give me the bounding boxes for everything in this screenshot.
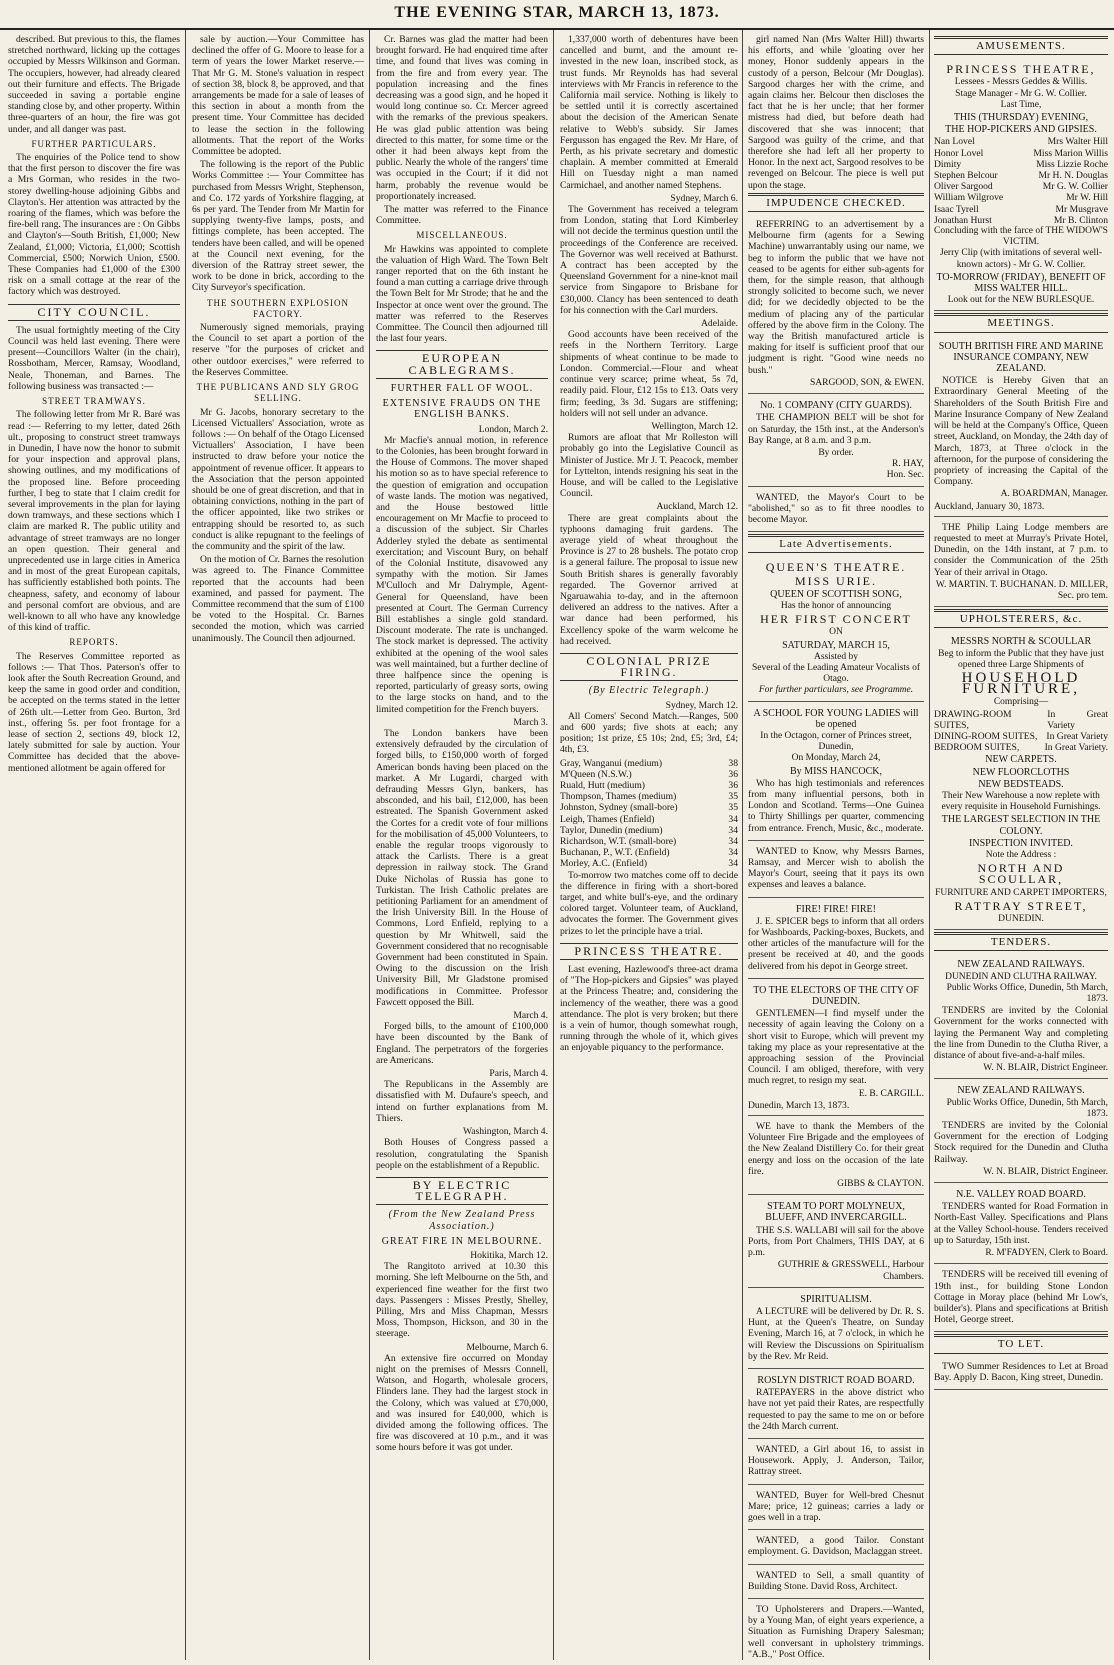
ad-signature-title: Hon. Sec.	[886, 470, 924, 481]
cast-row-left: Dimity	[934, 158, 962, 170]
score-row	[560, 791, 738, 802]
heading-upholsterers: UPHOLSTERERS, &c.	[934, 609, 1108, 628]
school-by: By MISS HANCOCK,	[790, 765, 882, 777]
cast-row	[934, 204, 1108, 215]
dateline: Melbourne, March 6.	[466, 1341, 548, 1353]
ad-text: WANTED, a Girl about 16, to assist in Housework. Apply, J. Anderson, Tailor, Rattray street.	[748, 1443, 924, 1478]
ad-text: TENDERS are invited by the Colonial Government for the erection of Lodging Stock required for the Dunedin and Clutha Railway.	[934, 1120, 1108, 1165]
score-row-left: Leigh, Thames (Enfield)	[560, 813, 655, 825]
cablegram-text: The Republicans in the Assembly are dissatisfied with M. Dufaure's speech, and intend on further explanations from M. Thiers.	[376, 1079, 548, 1124]
score-row-left: Gray, Wanganui (medium)	[560, 757, 663, 769]
ad-order: By order.	[818, 447, 854, 458]
cast-row-right: Mr Musgrave	[1055, 203, 1108, 215]
ad-signature: R. HAY,	[892, 459, 924, 470]
ad-text: THE Philip Laing Lodge members are requested to meet at Murray's Private Hotel, Dunedin, on the 14th instant, at 7 p.m. to consider the Communication of the 25th Year of their arrival in Otago.	[934, 521, 1108, 578]
fire-report-opening: described. But previous to this, the flames stretched northward, licking up the cottages occupied by Messrs Wilkinson and Gorman. The occupiers, however, had already cleared out their furniture and effects. The Brigade succeeded in saving a portable engine standing close by, and other property. Within three-quarters of an hour, the fire was got under, and all danger was past.	[8, 34, 180, 135]
column-rule	[185, 30, 186, 1660]
suite-list	[934, 709, 1108, 754]
score-row-right: 35	[728, 791, 738, 803]
suite-row-left: DRAWING-ROOM SUITES,	[934, 708, 1012, 731]
vocalists: Several of the Leading Amateur Vocalists of Otago.	[752, 662, 920, 685]
cast-row-right: Miss Lizzie Roche	[1036, 158, 1108, 170]
cast-row	[934, 159, 1108, 170]
ad-office: Public Works Office, Dunedin, 5th March, 1873.	[946, 1097, 1108, 1119]
particulars: For further particulars, see Programme.	[758, 685, 914, 696]
score-row	[560, 780, 738, 791]
ad-north-scoullar	[934, 632, 1108, 930]
ad-lodge	[934, 519, 1108, 607]
concert-title: HER FIRST CONCERT	[760, 612, 912, 627]
score-row-right: 34	[728, 858, 738, 870]
ad-text: TENDERS are invited by the Colonial Government for the works connected with laying the Permanent Way and completing the line from Dunedin to the Clutha River, a distance of about five-and-a-half miles.	[934, 1005, 1108, 1062]
heading-electric-telegraph: BY ELECTRIC TELEGRAPH.	[376, 1177, 548, 1205]
ad-signature: E. B. CARGILL.	[858, 1088, 924, 1099]
heading-european-cablegrams: EUROPEAN CABLEGRAMS.	[376, 350, 548, 378]
subheading-telegraph: (By Electric Telegraph.)	[588, 685, 710, 697]
ad-wanted-sell	[748, 1567, 924, 1599]
ad-title: QUEEN'S THEATRE.	[765, 560, 907, 575]
cast-row-left: Stephen Belcour	[934, 170, 998, 182]
dateline: Auckland, March 12.	[656, 501, 738, 513]
carpets: NEW CARPETS.	[985, 754, 1057, 766]
telegraph-text: There are great complaints about the typhoons damaging fruit gardens. The average yield of wheat throughout the Province is 27 to 28 bushels. The potato crop is a general failure. The proposal to issue new South British shares is generally favorably regarded. The Governor arrived at Ngaruawahia to-day, and in the afternoon delivered an address to the natives. After a war dance had been performed, his Excellency spoke of the warm welcome he had received.	[560, 512, 738, 647]
ad-wanted-girl	[748, 1441, 924, 1485]
announce-line: Has the honor of announcing	[780, 600, 892, 611]
score-row	[560, 858, 738, 869]
subheading-frauds: EXTENSIVE FRAUDS ON THE ENGLISH BANKS.	[382, 398, 542, 421]
ad-text: WANTED, the Mayor's Court to be "abolished," so as to fit three noodles to become Mayor.	[748, 491, 924, 525]
this-evening: THIS (THURSDAY) EVENING,	[953, 112, 1089, 124]
ad-city-guards	[748, 396, 924, 486]
telegraph-text: The Government has received a telegram from London, stating that Lord Kimberley will not decide the terminus question until the proceedings of the Conference are received. The Governor was well received at Bathurst. A contract has been accepted by the Queensland Government for a nine-knot mail service from Singapore to Brisbane for £30,000. Clancy has been sentenced to death for his connection with the Carl murders.	[560, 204, 738, 316]
cast-row-left: Honor Lovel	[934, 147, 984, 159]
stage-manager: Stage Manager - Mr G. W. Collier.	[955, 88, 1087, 99]
ad-title: N.E. VALLEY ROAD BOARD.	[956, 1189, 1086, 1201]
theatre-review-cont: girl named Nan (Mrs Walter Hill) thwarts his efforts, and while 'gloating over her money, Honor suddenly appears in the custody of a person, Belcour (Mr Douglas). Sargood charges her with the crime, and again claims her. Belcour then discloses the fact that he is her uncle; that her former mistress had died, but before death had discovered that she was innocent; that Sargood was guilty of the crime, and that therefore she had left all her property to Honor. In the next act, Sargood resolves to be revenged on Belcour. The piece is well put upon the stage.	[748, 34, 924, 191]
dateline: Washington, March 4.	[462, 1126, 548, 1138]
ad-wanted-buyer	[748, 1487, 924, 1531]
score-row-left: Taylor, Dunedin (medium)	[560, 824, 663, 836]
ad-office: Public Works Office, Dunedin, 5th March, 1873.	[946, 982, 1108, 1005]
ad-title: SPIRITUALISM.	[800, 1293, 872, 1305]
ad-text: TWO Summer Residences to Let at Broad Bay. Apply D. Bacon, King street, Dunedin.	[934, 1360, 1108, 1383]
school-date: On Monday, March 24,	[791, 753, 881, 764]
score-row-right: 35	[728, 802, 738, 814]
tramways-letter: The following letter from Mr R. Baré was read :— Referring to my letter, dated 26th ult., proposing to construct street tramways in Dunedin, I have now the honor to submit for your inspection and approval plans, showing outlines, and my modifications of the proposed line. Before proceeding further, I beg to state that I claim credit for several improvements in the plan for laying down tramways, and these sections which I claim are marked R. The public utility and advantage of street tramways are no longer an open question. Their general and unprecedented use in large cities in America and in most of the great European capitals, has sufficiently established both points. The cheapness, safety, and economy of labour and personal comfort are obvious, and are well-known to all who have any knowledge of this kind of traffic.	[8, 409, 180, 634]
ad-signature: GIBBS & CLAYTON.	[837, 1179, 924, 1190]
ad-text: THE CHAMPION BELT will be shot for on Saturday, the 15th inst., at the Anderson's Bay Range, at 8 a.m. and 3 p.m.	[748, 412, 924, 446]
ad-text: A LECTURE will be delivered by Dr. R. S. Hunt, at the Queen's Theatre, on Sunday Evening, March 16, at 7 o'clock, in which he will Review the Discussions on Spiritualism by the Rev. Mr Reid.	[748, 1305, 924, 1362]
ad-tenders-cottage	[934, 1266, 1108, 1332]
cast-row	[934, 136, 1108, 147]
ad-signature: W. MARTIN. T. BUCHANAN. D. MILLER, Sec. pro tem.	[935, 579, 1108, 601]
telegraph-text: Good accounts have been received of the reefs in the Northern Territory. Large shipments of wheat continue to be made to London. Commercial.—Flour and wheat continue very scarce; prime wheat, 5s 7d, readily paid. Flour, £12 15s to £13. Oats very firm; feeding, 3s 3d. Sugars are stiffening; holders will not sell under an advance.	[560, 329, 738, 419]
score-row-left: Buchanan, P., W.T. (Enfield)	[560, 847, 670, 859]
heading-reports: REPORTS.	[69, 637, 119, 648]
furniture-heading: HOUSEHOLD FURNITURE,	[961, 669, 1081, 698]
column-2	[192, 34, 364, 1659]
heading-meetings: MEETINGS.	[934, 313, 1108, 332]
column-rule	[369, 30, 370, 1660]
ad-wanted-know	[748, 843, 924, 898]
suite-row-right: In Great Variety	[1047, 708, 1108, 731]
cast-row-right: Mr G. W. Collier	[1042, 181, 1108, 193]
ad-text: WE have to thank the Members of the Volunteer Fire Brigade and the employees of the New Zealand Distillery Co. for their great energy and loss on the occasion of the late fire.	[748, 1121, 924, 1177]
heading-to-let: TO LET.	[934, 1334, 1108, 1353]
jerry-clip: Jerry Clip (with imitations of several well-known actors) - Mr G. W. Collier.	[940, 248, 1102, 270]
score-row	[560, 769, 738, 780]
cast-list	[934, 136, 1108, 226]
ad-railways-2	[934, 1081, 1108, 1183]
score-row-right: 34	[728, 813, 738, 825]
address-city: DUNEDIN.	[998, 914, 1044, 925]
school-place: In the Octagon, corner of Princes street, Dunedin,	[760, 730, 912, 753]
suite-row	[934, 709, 1108, 731]
explosion-text: Numerously signed memorials, praying the Council to set apart a portion of the reserve "for the purposes of cricket and other outdoor exercises," were referred to the Reserves Committee.	[192, 322, 364, 378]
ad-upholsterers	[748, 1601, 924, 1659]
dateline: Wellington, March 12.	[651, 420, 738, 432]
address-trade: FURNITURE AND CARPET IMPORTERS,	[935, 887, 1107, 898]
ad-text: RATEPAYERS in the above district who have not yet paid their Rates, are respectfully requested to pay the same to me on or before the 24th March current.	[748, 1387, 924, 1432]
ad-impudence	[748, 216, 924, 394]
heading-city-council: CITY COUNCIL.	[8, 304, 180, 321]
ad-signature: R. M'FADYEN, Clerk to Board.	[985, 1248, 1108, 1259]
ad-title: NEW ZEALAND RAILWAYS.	[957, 1085, 1085, 1097]
score-row-left: Morley, A.C. (Enfield)	[560, 858, 648, 870]
council-text-1: sale by auction.—Your Committee has declined the offer of G. Moore to lease for a term of years the lower Market reserve.—That Mr G. M. Stone's valuation in respect of section 38, block 8, be approved, and that arrangements be made for a sale of leases of this section in about a month from the present time. Your Committee has decided to lease the section in the following allotments. That the report of the Works Committee be adopted.	[192, 34, 364, 158]
column-6	[934, 34, 1108, 1659]
ad-text: NOTICE is Hereby Given that an Extraordinary General Meeting of the Shareholders of the South British Fire and Marine Insurance Company of New Zealand will be held at the Company's Office, Queen street, Auckland, on Monday, the 24th day of March, 1873, at Three o'clock in the afternoon, for the purpose of considering the propriety of increasing the Capital of the Company.	[934, 375, 1108, 488]
ad-spiritualism	[748, 1290, 924, 1369]
firing-text: All Comers' Second Match.—Ranges, 500 and 600 yards; five shots at each; any position; 1st prize, £5 10s; 2nd, £5; 3rd, £4; 4th, £3.	[560, 710, 738, 756]
ad-queens-theatre	[748, 557, 924, 701]
dateline: March 4.	[513, 1010, 548, 1022]
ad-text: TO Upholsterers and Drapers.—Wanted, by a Young Man, of eight years experience, a Situation as Furnishing Drapery Salesman; well conversant in upholstery trimmings. "A.B.," Post Office.	[748, 1603, 924, 1659]
cast-row	[934, 192, 1108, 203]
score-row	[560, 847, 738, 858]
inspection: INSPECTION INVITED.	[969, 837, 1073, 849]
dateline: Hokitika, March 12.	[470, 1249, 548, 1261]
farce: Concluding with the farce of THE WIDOW'S VICTIM.	[934, 226, 1108, 248]
ad-text: Who has high testimonials and references from many influential persons, both in London and Scotland. Terms—One Guinea to Thirty Shillings per quarter, commencing from entrance. French, Music, &c., moderate.	[748, 777, 924, 834]
tomorrow: TO-MORROW (FRIDAY), BENEFIT OF MISS WALTER HILL.	[936, 271, 1106, 295]
column-4	[560, 34, 738, 1659]
score-row	[560, 836, 738, 847]
column-rule	[929, 30, 930, 1660]
ad-title: PRINCESS THEATRE,	[946, 62, 1096, 77]
heading-miscellaneous: MISCELLANEOUS.	[416, 230, 508, 241]
play-title: THE HOP-PICKERS AND GIPSIES.	[945, 124, 1097, 136]
cablegram-text: Both Houses of Congress passed a resolution, congratulating the Spanish people on the establishment of a Republic.	[376, 1137, 548, 1171]
masthead-title: THE EVENING STAR, MARCH 13, 1873.	[394, 4, 720, 21]
ad-text: Beg to inform the Public that they have just opened three Large Shipments of	[938, 648, 1104, 670]
score-row-left: Johnston, Sydney (small-bore)	[560, 802, 678, 814]
score-row-left: Ruald, Hutt (medium)	[560, 780, 645, 791]
ad-text: WANTED, a good Tailor. Constant employment. G. Davidson, Maclaggan street.	[748, 1535, 924, 1558]
council-intro: The usual fortnightly meeting of the City Council was held last evening. There were present—Councillors Walter (in the chair), Rossbotham, Mercer, Ramsay, Woodland, Neale, Thoneman, and Barnes. The following business was transacted :—	[8, 324, 180, 392]
assisted-label: Assisted by	[813, 651, 859, 662]
cablegram-text: The London bankers have been extensively defrauded by the circulation of forged bills, to £150,000 worth of forged American bonds having been placed on the market. A Mr Lugardi, charged with defrauding Messrs Glyn, bankers, has absconded, and his bail, £12,000, has been estreated. The Spanish Government asked the Cortes for a credit vote of four millions for the mobilisation of 45,000 Volunteers, to enable the regular troops vigorously to attack the Carlists. There is a great depression in railway stock. The Grand Duke Nicholas of Russia has gone to Turkistan. The Irish Catholic prelates are petitioning Parliament for an amendment of the Irish University Bill. In the House of Commons, Lord Enfield, replying to a question by Mr Whitwell, said the Government considered that no recognisable Government had been constituted in Spain. Owing to the discussion on the Irish University Bill, Mr Gladstone promised modifications in Committee. Professor Fawcett opposed the Bill.	[376, 727, 548, 1008]
firing-text-2: To-morrow two matches come off to decide the difference in firing with a short-bored target, and white bull's-eye, and the ordinary colored target. Volunteer team, of Auckland, advocates the former. The Government gives prizes to let the principle have a trial.	[560, 869, 738, 937]
score-row-left: Richardson, W.T. (small-bore)	[560, 836, 677, 848]
score-row-right: 36	[728, 768, 738, 780]
telegraph-text: Rumors are afloat that Mr Rolleston will probably go into the Legislative Council as Minister of Justice. Mr J. T. Peacock, member for Lyttelton, intends resigning his seat in the House, and will be called to the Legislative Council.	[560, 432, 738, 500]
suite-row	[934, 731, 1108, 742]
score-row-left: Thompson, Thames (medium)	[560, 791, 677, 803]
heading-princess-theatre: PRINCESS THEATRE.	[560, 943, 738, 960]
cast-row	[934, 215, 1108, 226]
column-rule	[553, 30, 554, 1660]
ad-title: A SCHOOL FOR YOUNG LADIES will be opened	[753, 707, 919, 730]
ad-roslyn	[748, 1371, 924, 1439]
ad-steam	[748, 1197, 924, 1287]
last-time: Last Time,	[1000, 99, 1042, 110]
suite-row-left: BEDROOM SUITES,	[934, 742, 1020, 754]
cast-row-left: Oliver Sargood	[934, 181, 993, 193]
ad-title: FIRE! FIRE! FIRE!	[796, 903, 876, 915]
subheading-press-association: (From the New Zealand Press Association.)	[388, 1209, 536, 1232]
performer-title: QUEEN OF SCOTTISH SONG,	[770, 588, 902, 600]
ad-title: SOUTH BRITISH FIRE AND MARINE INSURANCE COMPANY, NEW ZEALAND.	[938, 340, 1104, 375]
ad-signature: A. BOARDMAN, Manager.	[1000, 489, 1108, 500]
council-text-3: On the motion of Cr. Barnes the resolution was agreed to. The Finance Committee reported that the accounts had been examined, and passed for payment. The Committee recommend that the sum of £100 be voted to the Hospital. Cr. Barnes seconded the motion, which was carried unanimously. The Council then adjourned.	[192, 554, 364, 644]
ad-signature: GUTHRIE & GRESSWELL, Harbour Chambers.	[777, 1260, 924, 1282]
council-text-5: The matter was referred to the Finance Committee.	[376, 204, 548, 227]
reports-text: The Reserves Committee reported as follows :— That Thos. Paterson's offer to look after the South Recreation Ground, and keep the same in good order and condition, be accepted on the terms stated in the letter of 26th ult.—Letter from Geo. Burton, 3rd inst., offering 5s. per foot frontage for a lease of section 2, sections 49, block 12, lately submitted for sale by auction. Your Committee has decided that the above-mentioned allotment be again offered for	[8, 650, 180, 774]
ad-volunteer-thanks	[748, 1118, 924, 1195]
column-3	[376, 34, 548, 1659]
heading-street-tramways: STREET TRAMWAYS.	[42, 396, 146, 407]
cast-row-left: Jonathan Hurst	[934, 214, 992, 226]
comprising: Comprising—	[993, 697, 1049, 708]
ad-text: WANTED to Sell, a small quantity of Building Stone. David Ross, Architect.	[748, 1569, 924, 1592]
ad-wanted-tailor	[748, 1532, 924, 1564]
address-name: NORTH AND SCOULLAR,	[977, 861, 1065, 887]
ad-title: MESSRS NORTH & SCOULLAR	[950, 636, 1092, 648]
dateline: Adelaide.	[700, 318, 738, 330]
ad-to-let	[934, 1358, 1108, 1390]
score-row-right: 38	[728, 757, 738, 769]
subheading-wool: FURTHER FALL OF WOOL.	[390, 382, 534, 394]
ad-subtitle: DUNEDIN AND CLUTHA RAILWAY.	[945, 971, 1097, 982]
cast-row-right: Mrs Walter Hill	[1047, 136, 1108, 148]
address-street: RATTRAY STREET,	[954, 898, 1088, 913]
score-row	[560, 802, 738, 813]
heading-tenders: TENDERS.	[934, 932, 1108, 951]
heading-publicans: THE PUBLICANS AND SLY GROG SELLING.	[196, 382, 360, 404]
column-5	[748, 34, 924, 1659]
ad-text: WANTED to Know, why Messrs Barnes, Ramsay, and Mercer wish to abolish the Mayor's Court, seeing that it pays its own expenses and leaves a balance.	[748, 845, 924, 891]
score-row-right: 36	[728, 780, 738, 791]
telegraph-text: 1,337,000 worth of debentures have been cancelled and burnt, and the amount re-invested in the new loan, inscribed stock, as trust funds. Mr Reynolds has had several interviews with Mr Francis in reference to the California mail service. Nothing is likely to be settled until it is correctly ascertained about the decision of the American Senate relative to Webb's subsidy. Sir James Fergusson has engaged the Rev. Mr Hare, of Perth, as his private secretary and domestic chaplain. A member committed at Emerald Hill on Tuesday night a man named Carmichael, and another named Stephens.	[560, 34, 738, 191]
ad-title: ROSLYN DISTRICT ROAD BOARD.	[757, 1374, 915, 1386]
largest-selection: THE LARGEST SELECTION IN THE COLONY.	[941, 814, 1101, 837]
cast-row-right: Mr B. Clinton	[1053, 214, 1108, 226]
publicans-text: Mr G. Jacobs, honorary secretary to the Licensed Victuallers' Association, wrote as follows :— On behalf of the Otago Licensed Victuallers' Association, I have been instructed to draw before your notice the appointment of revenue officer. It appears to the Association that the person appointed should be one of great discretion, and that in obtaining convictions, nothing in the part of the officer appointed, like two strikes or entrapping should be resorted to, as such conduct is alike repugnant to the feelings of the community and the spirit of the law.	[192, 406, 364, 552]
council-text-2: The following is the report of the Public Works Committee :— Your Committee has purchased from Messrs Wright, Stephenson, and Co. 172 yards of Yorkshire flagging, at 6s per yard. The Tender from Mr Martin for supplying twenty-five lamps, posts, and fittings complete, has been accepted. The tenders have been called, and will be opened at the Council next evening, for the diversion of the Rattray street sewer, the work to be done in brick, according to the City Surveyor's specification.	[192, 159, 364, 294]
ad-south-british	[934, 337, 1108, 517]
telegraph-text: An extensive fire occurred on Monday night on the premises of Messrs Connell, Watson, and Hogarth, wholesale grocers, Flinders lane. They had the largest stock in the Colony, which was valued at £70,000, and was insured for £40,000, which is divided among the following offices. The fire was discovered at 10 p.m., and it was some hours before it was got under.	[376, 1352, 548, 1454]
on-label: ON	[829, 627, 843, 638]
ad-title: No. 1 COMPANY (CITY GUARDS).	[760, 400, 912, 412]
fire-report-particulars: The enquiries of the Police tend to show that the first person to discover the fire was a Mrs Gorman, who resides in the two-storey dwelling-house adjoining Gibbs and Clayton's. Her attention was attracted by the roaring of the flames, which was before the fire-bell rang. The insurances are : On Gibbs and Clayton's—South British, £1,000; New Zealand, £1,000; Victoria, £1,000; Scottish Commercial, £500; Norwich Union, £500. These Companies had £1,000 of the £300 risk on a small cottage at the rear of the factory which was destroyed.	[8, 152, 180, 298]
column-1	[8, 34, 180, 1659]
ad-date: Dunedin, March 13, 1873.	[748, 1099, 850, 1111]
dateline: Sydney, March 12.	[665, 699, 738, 711]
dateline: March 3.	[513, 716, 548, 728]
ad-signature: W. N. BLAIR, District Engineer.	[983, 1166, 1108, 1177]
ad-signature: W. N. BLAIR, District Engineer.	[983, 1063, 1108, 1074]
heading-explosion-factory: THE SOUTHERN EXPLOSION FACTORY.	[207, 297, 349, 319]
score-row	[560, 814, 738, 825]
column-rule	[742, 30, 743, 1660]
warehouse: Their New Warehouse a now replete with every requisite in Household Furnishings.	[941, 790, 1101, 813]
heading-impudence-checked: IMPUDENCE CHECKED.	[748, 193, 924, 212]
address-note: Note the Address :	[985, 850, 1057, 860]
score-row	[560, 758, 738, 769]
ad-wanted-mayor	[748, 489, 924, 533]
suite-row	[934, 742, 1108, 753]
suite-row-right: In Great Variety	[1046, 730, 1108, 742]
cast-row	[934, 148, 1108, 159]
ad-title: STEAM TO PORT MOLYNEUX, BLUEFF, AND INVERCARGILL.	[765, 1201, 907, 1224]
scores-list	[560, 758, 738, 870]
ad-text: THE S.S. WALLABI will sail for the above Ports, from Port Chalmers, THIS DAY, at 6 p.m.	[748, 1224, 924, 1259]
burlesque: Look out for the NEW BURLESQUE.	[947, 295, 1095, 306]
ad-spicer	[748, 900, 924, 979]
cablegram-text: Forged bills, to the amount of £100,000 have been discounted by the Bank of England. The perpetrators of the forgeries are Americans.	[376, 1021, 548, 1066]
ad-text: WANTED, Buyer for Well-bred Chesnut Mare; price, 12 guineas; carries a lady or goes well in a trap.	[748, 1489, 924, 1523]
suite-row-left: DINING-ROOM SUITES,	[934, 730, 1038, 742]
heading-colonial-prize-firing: COLONIAL PRIZE FIRING.	[560, 653, 738, 681]
score-row-right: 34	[728, 836, 738, 848]
cablegram-text: Mr Macfie's annual motion, in reference to the Colonies, has been brought forward in the House of Commons. The mover shaped his motion so as to have special reference to the question of emigration and occupation of waste lands. The motion was negatived, and the House bestowed little encouragement on Mr Macfie to proceed to a discussion of the subject. Sir Charles Adderley styled the debate as sentimental exercitation; and Viscount Bury, on behalf of the Colonial Institute, disavowed any sympathy with the motion. Sir James M'Culloch and Mr Dalrymple, Agent-General for Queensland, have been presented at Court. The German Currency Bill establishes a single gold standard. Discount moderate. The rate is unchanged. The stock market is depressed. The activity exhibited at the opening of the wool sales was well maintained, but a further decline of three halfpence since the opening is reported, particularly of greasy sorts, owing to the large stocks on hand, and to the limited competition for the French buyers.	[376, 434, 548, 715]
bedsteads: NEW BEDSTEADS.	[978, 778, 1064, 790]
score-row-left: M'Queen (N.S.W.)	[560, 768, 632, 780]
ad-text: REFERRING to an advertisement by a Melbourne firm (agents for a Sewing Machine) unwarrantably using our name, we beg to inform the public that we have not ceased to be agents for either sub-agents for them, for the simple reason, that although strongly solicited to become such, we never did; for we decidedly objected to be the medium of placing any of the particular offered by the above firm in the Colony. The way the British manufactured article is making for itself is sufficient proof that our judgment is right. "Good wine needs no bush."	[748, 219, 924, 376]
cast-row	[934, 181, 1108, 192]
performer-name: MISS URIE.	[794, 573, 877, 588]
lessees: Lessees - Messrs Geddes & Willis.	[954, 77, 1088, 88]
ad-text: J. E. SPICER begs to inform that all orders for Washboards, Packing-boxes, Buckets, and other articles of the manufacture will for the present be received at 40, and the goods delivered from his depot in George street.	[748, 915, 924, 972]
ad-railways	[934, 955, 1108, 1079]
telegraph-text: The Rangitoto arrived at 10.30 this morning. She left Melbourne on the 5th, and experienced fine weather for the first two days. Passengers : Misses Prestly, Shelley, Pilling, Mrs and Miss Chapman, Messrs Moss, Thompson, Hickson, and 30 in the steerage.	[376, 1261, 548, 1340]
ad-text: TENDERS wanted for Road Formation in North-East Valley. Specifications and Plans at the Valley School-house. Tenders received up to Saturday, 15th inst.	[934, 1201, 1108, 1246]
heading-amusements: AMUSEMENTS.	[934, 36, 1108, 55]
score-row	[560, 825, 738, 836]
ad-school	[748, 704, 924, 841]
ad-princess-theatre	[934, 59, 1108, 311]
cast-row	[934, 170, 1108, 181]
heading-late-advertisements: Late Advertisements.	[748, 534, 924, 553]
cast-row-right: Mr H. N. Douglas	[1038, 170, 1108, 182]
ad-text: GENTLEMEN—I find myself under the necessity of again leaving the Colony on a short visit to Europe, which will prevent my taking my place as your representative at the approaching session of the Provincial Council. I am obliged, therefore, with very much regret, to resign my seat.	[748, 1008, 924, 1087]
floorcloths: NEW FLOORCLOTHS	[972, 766, 1070, 778]
score-row-right: 34	[728, 847, 738, 859]
cast-row-left: Isaac Tyrell	[934, 203, 979, 215]
ad-valley-road	[934, 1185, 1108, 1264]
dateline: Paris, March 4.	[489, 1068, 548, 1080]
cast-row-right: Mr W. Hill	[1066, 192, 1108, 204]
concert-date: SATURDAY, MARCH 15,	[782, 639, 890, 651]
ad-signature: SARGOOD, SON, & EWEN.	[810, 377, 924, 388]
cast-row-right: Miss Marion Willis	[1033, 147, 1108, 159]
ad-title: TO THE ELECTORS OF THE CITY OF DUNEDIN.	[753, 984, 919, 1008]
theatre-review: Last evening, Hazlewood's three-act drama of "The Hop-pickers and Gipsies" was played at the Princess Theatre; and, considering the inclemency of the weather, there was a good attendance. The plot is very broken; but there is a vein of humor, though somewhat rough, running through the whole of it, which gives an enjoyable piquancy to the performance.	[560, 964, 738, 1054]
subheading-great-fire: GREAT FIRE IN MELBOURNE.	[381, 1235, 543, 1247]
ad-date: Auckland, January 30, 1873.	[934, 500, 1045, 512]
council-text-4: Cr. Barnes was glad the matter had been brought forward. He had enquired time after time, and found that lives was coming in from the fire and from every year. The population increasing and the fines decreasing was a good sign, and he hoped it would long continue so. Cr. Mercer agreed with the remarks of the previous speakers. He was glad public attention was being directed to this matter, for some time or the other it had been always kept from the public. Nearly the whole of the rangers' time was occupied in the Court; if it did not harm, probably the revenue would be proportionately increased.	[376, 34, 548, 202]
cast-row-left: William Wilgrove	[934, 192, 1004, 204]
miscellaneous-text: Mr Hawkins was appointed to complete the valuation of High Ward. The Town Belt ranger reported that on the 6th instant he found a man cutting a carriage drive through the Town Belt for Mr Strode; that he and the Inspector at once went over the ground. The matter was referred to the Reserves Committee. The Council then adjourned till the last four years.	[376, 243, 548, 345]
suite-row-right: In Great Variety.	[1044, 742, 1108, 754]
ad-title: NEW ZEALAND RAILWAYS.	[957, 959, 1085, 971]
ad-text: TENDERS will be received till evening of 19th inst., for building Stone London Cottage in Moray place (behind Mr Low's, builder's). Plans and specifications at British Hotel, George street.	[934, 1269, 1108, 1326]
score-row-right: 34	[728, 824, 738, 836]
masthead	[0, 0, 1114, 30]
dateline: Sydney, March 6.	[670, 192, 738, 204]
dateline: London, March 2.	[478, 423, 548, 435]
heading-further-particulars: FURTHER PARTICULARS.	[31, 138, 157, 149]
ad-electors	[748, 981, 924, 1116]
cast-row-left: Nan Lovel	[934, 136, 975, 148]
